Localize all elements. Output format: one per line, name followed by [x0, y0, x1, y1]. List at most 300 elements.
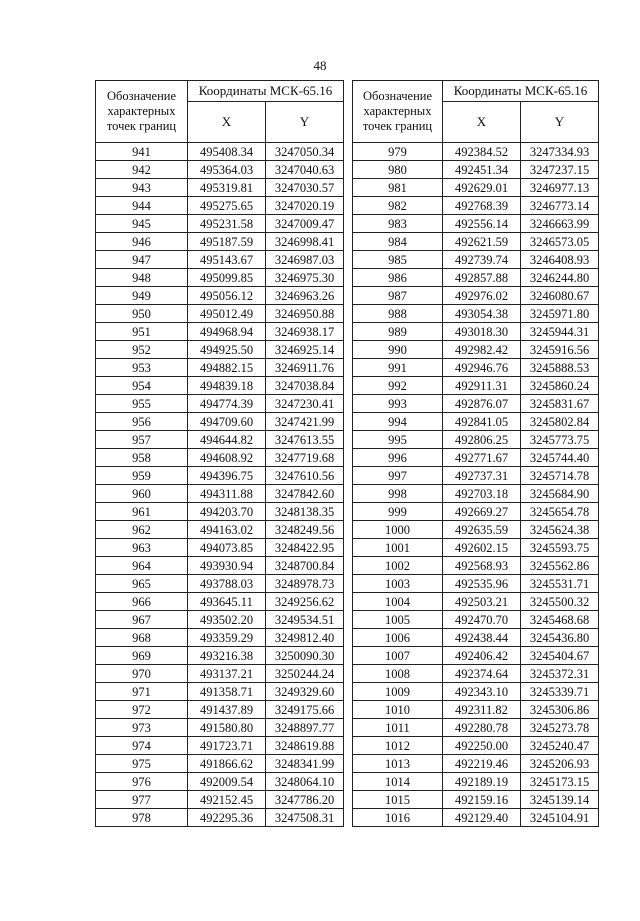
y-coordinate-cell: 3245500.32 — [521, 593, 599, 611]
x-coordinate-cell: 492568.93 — [443, 557, 521, 575]
x-coordinate-cell: 494396.75 — [188, 467, 266, 485]
table-row — [96, 701, 344, 719]
table-row — [96, 215, 344, 233]
y-coordinate-cell: 3245624.38 — [521, 521, 599, 539]
header-point-label-line: точек границ — [106, 119, 177, 133]
x-coordinate-cell: 494968.94 — [188, 323, 266, 341]
table-row — [353, 215, 599, 233]
point-number-cell: 992 — [353, 377, 443, 395]
x-coordinate-cell: 492503.21 — [443, 593, 521, 611]
point-number-cell: 955 — [96, 395, 188, 413]
point-number-cell: 959 — [96, 467, 188, 485]
y-coordinate-cell: 3245654.78 — [521, 503, 599, 521]
header-point-label-line: точек границ — [362, 119, 433, 133]
x-coordinate-cell: 492703.18 — [443, 485, 521, 503]
x-coordinate-cell: 495231.58 — [188, 215, 266, 233]
x-coordinate-cell: 492946.76 — [443, 359, 521, 377]
table-row — [353, 413, 599, 431]
y-coordinate-cell: 3245173.15 — [521, 773, 599, 791]
header-y: Y — [266, 102, 344, 143]
point-number-cell: 945 — [96, 215, 188, 233]
y-coordinate-cell: 3249256.62 — [266, 593, 344, 611]
header-x: X — [188, 102, 266, 143]
x-coordinate-cell: 492009.54 — [188, 773, 266, 791]
table-row — [353, 485, 599, 503]
point-number-cell: 1002 — [353, 557, 443, 575]
table-row — [96, 485, 344, 503]
table-row — [353, 773, 599, 791]
x-coordinate-cell: 495187.59 — [188, 233, 266, 251]
x-coordinate-cell: 491580.80 — [188, 719, 266, 737]
x-coordinate-cell: 491358.71 — [188, 683, 266, 701]
table-row — [96, 647, 344, 665]
table-row — [96, 557, 344, 575]
point-number-cell: 954 — [96, 377, 188, 395]
x-coordinate-cell: 493930.94 — [188, 557, 266, 575]
y-coordinate-cell: 3245206.93 — [521, 755, 599, 773]
table-row — [353, 791, 599, 809]
table-row — [96, 305, 344, 323]
y-coordinate-cell: 3247230.41 — [266, 395, 344, 413]
point-number-cell: 963 — [96, 539, 188, 557]
y-coordinate-cell: 3246080.67 — [521, 287, 599, 305]
x-coordinate-cell: 493502.20 — [188, 611, 266, 629]
point-number-cell: 969 — [96, 647, 188, 665]
table-row — [96, 719, 344, 737]
point-number-cell: 997 — [353, 467, 443, 485]
y-coordinate-cell: 3246987.03 — [266, 251, 344, 269]
x-coordinate-cell: 492219.46 — [443, 755, 521, 773]
y-coordinate-cell: 3246773.14 — [521, 197, 599, 215]
table-row — [96, 755, 344, 773]
table-row — [96, 161, 344, 179]
x-coordinate-cell: 495275.65 — [188, 197, 266, 215]
table-row — [96, 431, 344, 449]
point-number-cell: 971 — [96, 683, 188, 701]
table-row — [353, 557, 599, 575]
table-row — [353, 287, 599, 305]
y-coordinate-cell: 3246977.13 — [521, 179, 599, 197]
header-point-label-line: Обозначение — [362, 89, 433, 103]
y-coordinate-cell: 3247050.34 — [266, 143, 344, 161]
table-row — [353, 755, 599, 773]
y-coordinate-cell: 3247719.68 — [266, 449, 344, 467]
point-number-cell: 958 — [96, 449, 188, 467]
point-number-cell: 1008 — [353, 665, 443, 683]
point-number-cell: 957 — [96, 431, 188, 449]
point-number-cell: 970 — [96, 665, 188, 683]
x-coordinate-cell: 495143.67 — [188, 251, 266, 269]
point-number-cell: 1001 — [353, 539, 443, 557]
table-row — [353, 809, 599, 827]
y-coordinate-cell: 3245436.80 — [521, 629, 599, 647]
x-coordinate-cell: 494644.82 — [188, 431, 266, 449]
y-coordinate-cell: 3249329.60 — [266, 683, 344, 701]
x-coordinate-cell: 492771.67 — [443, 449, 521, 467]
y-coordinate-cell: 3247020.19 — [266, 197, 344, 215]
y-coordinate-cell: 3247786.20 — [266, 791, 344, 809]
x-coordinate-cell: 494608.92 — [188, 449, 266, 467]
x-coordinate-cell: 492876.07 — [443, 395, 521, 413]
point-number-cell: 978 — [96, 809, 188, 827]
point-number-cell: 949 — [96, 287, 188, 305]
table-row — [353, 179, 599, 197]
coordinates-table-left — [95, 80, 344, 827]
x-coordinate-cell: 495012.49 — [188, 305, 266, 323]
table-row — [96, 359, 344, 377]
x-coordinate-cell: 493018.30 — [443, 323, 521, 341]
y-coordinate-cell: 3250244.24 — [266, 665, 344, 683]
y-coordinate-cell: 3245888.53 — [521, 359, 599, 377]
x-coordinate-cell: 492635.59 — [443, 521, 521, 539]
y-coordinate-cell: 3245916.56 — [521, 341, 599, 359]
y-coordinate-cell: 3248978.73 — [266, 575, 344, 593]
x-coordinate-cell: 492739.74 — [443, 251, 521, 269]
table-row — [96, 737, 344, 755]
header-x: X — [443, 102, 521, 143]
y-coordinate-cell: 3247613.55 — [266, 431, 344, 449]
x-coordinate-cell: 492768.39 — [443, 197, 521, 215]
point-number-cell: 1003 — [353, 575, 443, 593]
x-coordinate-cell: 494839.18 — [188, 377, 266, 395]
table-row — [96, 521, 344, 539]
table-row — [353, 611, 599, 629]
table-row — [353, 143, 599, 161]
table-row — [96, 629, 344, 647]
x-coordinate-cell: 491866.62 — [188, 755, 266, 773]
point-number-cell: 952 — [96, 341, 188, 359]
y-coordinate-cell: 3245139.14 — [521, 791, 599, 809]
x-coordinate-cell: 493645.11 — [188, 593, 266, 611]
y-coordinate-cell: 3245339.71 — [521, 683, 599, 701]
x-coordinate-cell: 492189.19 — [443, 773, 521, 791]
y-coordinate-cell: 3246998.41 — [266, 233, 344, 251]
table-row — [96, 197, 344, 215]
y-coordinate-cell: 3245273.78 — [521, 719, 599, 737]
x-coordinate-cell: 491723.71 — [188, 737, 266, 755]
point-number-cell: 996 — [353, 449, 443, 467]
y-coordinate-cell: 3246663.99 — [521, 215, 599, 233]
point-number-cell: 962 — [96, 521, 188, 539]
y-coordinate-cell: 3246573.05 — [521, 233, 599, 251]
point-number-cell: 1006 — [353, 629, 443, 647]
table-row — [353, 359, 599, 377]
y-coordinate-cell: 3245802.84 — [521, 413, 599, 431]
y-coordinate-cell: 3245684.90 — [521, 485, 599, 503]
table-row — [96, 179, 344, 197]
point-number-cell: 967 — [96, 611, 188, 629]
point-number-cell: 942 — [96, 161, 188, 179]
point-number-cell: 986 — [353, 269, 443, 287]
table-row — [353, 323, 599, 341]
table-row — [353, 161, 599, 179]
y-coordinate-cell: 3248064.10 — [266, 773, 344, 791]
point-number-cell: 972 — [96, 701, 188, 719]
table-row — [96, 773, 344, 791]
y-coordinate-cell: 3246925.14 — [266, 341, 344, 359]
y-coordinate-cell: 3246963.26 — [266, 287, 344, 305]
y-coordinate-cell: 3247038.84 — [266, 377, 344, 395]
table-row — [96, 287, 344, 305]
header-point-label — [353, 81, 443, 143]
y-coordinate-cell: 3248249.56 — [266, 521, 344, 539]
table-row — [353, 431, 599, 449]
point-number-cell: 975 — [96, 755, 188, 773]
x-coordinate-cell: 492982.42 — [443, 341, 521, 359]
x-coordinate-cell: 492841.05 — [443, 413, 521, 431]
point-number-cell: 1004 — [353, 593, 443, 611]
header-coord-group: Координаты МСК-65.16 — [443, 81, 599, 102]
x-coordinate-cell: 493216.38 — [188, 647, 266, 665]
x-coordinate-cell: 494163.02 — [188, 521, 266, 539]
point-number-cell: 1016 — [353, 809, 443, 827]
table-row — [96, 395, 344, 413]
y-coordinate-cell: 3245971.80 — [521, 305, 599, 323]
point-number-cell: 944 — [96, 197, 188, 215]
point-number-cell: 991 — [353, 359, 443, 377]
table-row — [96, 413, 344, 431]
y-coordinate-cell: 3245306.86 — [521, 701, 599, 719]
table-row — [96, 269, 344, 287]
x-coordinate-cell: 492451.34 — [443, 161, 521, 179]
point-number-cell: 976 — [96, 773, 188, 791]
table-row — [353, 197, 599, 215]
point-number-cell: 979 — [353, 143, 443, 161]
table-row — [96, 341, 344, 359]
x-coordinate-cell: 495319.81 — [188, 179, 266, 197]
point-number-cell: 943 — [96, 179, 188, 197]
header-coord-group: Координаты МСК-65.16 — [188, 81, 344, 102]
y-coordinate-cell: 3249534.51 — [266, 611, 344, 629]
header-point-label-line: характерных — [363, 104, 432, 118]
table-row — [353, 647, 599, 665]
point-number-cell: 983 — [353, 215, 443, 233]
point-number-cell: 999 — [353, 503, 443, 521]
table-row — [96, 575, 344, 593]
y-coordinate-cell: 3247334.93 — [521, 143, 599, 161]
x-coordinate-cell: 493054.38 — [443, 305, 521, 323]
x-coordinate-cell: 492343.10 — [443, 683, 521, 701]
table-row — [353, 665, 599, 683]
x-coordinate-cell: 492406.42 — [443, 647, 521, 665]
y-coordinate-cell: 3245104.91 — [521, 809, 599, 827]
x-coordinate-cell: 492374.64 — [443, 665, 521, 683]
point-number-cell: 966 — [96, 593, 188, 611]
x-coordinate-cell: 492129.40 — [443, 809, 521, 827]
y-coordinate-cell: 3247009.47 — [266, 215, 344, 233]
header-point-label-line: Обозначение — [106, 89, 177, 103]
table-row — [353, 521, 599, 539]
x-coordinate-cell: 492806.25 — [443, 431, 521, 449]
table-row — [96, 539, 344, 557]
x-coordinate-cell: 493788.03 — [188, 575, 266, 593]
x-coordinate-cell: 492602.15 — [443, 539, 521, 557]
y-coordinate-cell: 3245773.75 — [521, 431, 599, 449]
y-coordinate-cell: 3246938.17 — [266, 323, 344, 341]
table-row — [353, 251, 599, 269]
point-number-cell: 980 — [353, 161, 443, 179]
table-row — [96, 809, 344, 827]
point-number-cell: 960 — [96, 485, 188, 503]
point-number-cell: 995 — [353, 431, 443, 449]
table-row — [353, 395, 599, 413]
table-row — [353, 539, 599, 557]
point-number-cell: 953 — [96, 359, 188, 377]
table-row — [96, 377, 344, 395]
table-row — [353, 575, 599, 593]
point-number-cell: 982 — [353, 197, 443, 215]
point-number-cell: 1000 — [353, 521, 443, 539]
header-point-label — [96, 81, 188, 143]
table-body-right — [353, 143, 599, 827]
point-number-cell: 1009 — [353, 683, 443, 701]
x-coordinate-cell: 492737.31 — [443, 467, 521, 485]
y-coordinate-cell: 3250090.30 — [266, 647, 344, 665]
x-coordinate-cell: 492556.14 — [443, 215, 521, 233]
coordinates-table-right — [352, 80, 599, 827]
page-number: 48 — [313, 58, 327, 73]
point-number-cell: 950 — [96, 305, 188, 323]
x-coordinate-cell: 492629.01 — [443, 179, 521, 197]
table-row — [353, 593, 599, 611]
point-number-cell: 984 — [353, 233, 443, 251]
point-number-cell: 977 — [96, 791, 188, 809]
y-coordinate-cell: 3245744.40 — [521, 449, 599, 467]
point-number-cell: 998 — [353, 485, 443, 503]
table-row — [96, 503, 344, 521]
y-coordinate-cell: 3245593.75 — [521, 539, 599, 557]
y-coordinate-cell: 3247610.56 — [266, 467, 344, 485]
point-number-cell: 987 — [353, 287, 443, 305]
y-coordinate-cell: 3245562.86 — [521, 557, 599, 575]
point-number-cell: 964 — [96, 557, 188, 575]
x-coordinate-cell: 493137.21 — [188, 665, 266, 683]
x-coordinate-cell: 492280.78 — [443, 719, 521, 737]
point-number-cell: 947 — [96, 251, 188, 269]
point-number-cell: 1005 — [353, 611, 443, 629]
y-coordinate-cell: 3245531.71 — [521, 575, 599, 593]
table-row — [353, 467, 599, 485]
point-number-cell: 961 — [96, 503, 188, 521]
x-coordinate-cell: 494882.15 — [188, 359, 266, 377]
point-number-cell: 974 — [96, 737, 188, 755]
y-coordinate-cell: 3248897.77 — [266, 719, 344, 737]
x-coordinate-cell: 494311.88 — [188, 485, 266, 503]
table-row — [96, 467, 344, 485]
table-row — [353, 341, 599, 359]
y-coordinate-cell: 3246975.30 — [266, 269, 344, 287]
y-coordinate-cell: 3246408.93 — [521, 251, 599, 269]
point-number-cell: 948 — [96, 269, 188, 287]
point-number-cell: 946 — [96, 233, 188, 251]
header-y: Y — [521, 102, 599, 143]
x-coordinate-cell: 492311.82 — [443, 701, 521, 719]
x-coordinate-cell: 494774.39 — [188, 395, 266, 413]
table-body-left — [96, 143, 344, 827]
point-number-cell: 990 — [353, 341, 443, 359]
table-row — [96, 791, 344, 809]
table-row — [353, 305, 599, 323]
y-coordinate-cell: 3247040.63 — [266, 161, 344, 179]
y-coordinate-cell: 3246950.88 — [266, 305, 344, 323]
x-coordinate-cell: 491437.89 — [188, 701, 266, 719]
point-number-cell: 988 — [353, 305, 443, 323]
table-row — [96, 143, 344, 161]
point-number-cell: 1015 — [353, 791, 443, 809]
x-coordinate-cell: 494203.70 — [188, 503, 266, 521]
point-number-cell: 1010 — [353, 701, 443, 719]
table-row — [96, 323, 344, 341]
table-row — [353, 683, 599, 701]
x-coordinate-cell: 492535.96 — [443, 575, 521, 593]
point-number-cell: 968 — [96, 629, 188, 647]
point-number-cell: 941 — [96, 143, 188, 161]
y-coordinate-cell: 3247421.99 — [266, 413, 344, 431]
x-coordinate-cell: 495056.12 — [188, 287, 266, 305]
table-row — [96, 593, 344, 611]
y-coordinate-cell: 3247508.31 — [266, 809, 344, 827]
x-coordinate-cell: 492857.88 — [443, 269, 521, 287]
x-coordinate-cell: 495408.34 — [188, 143, 266, 161]
x-coordinate-cell: 492152.45 — [188, 791, 266, 809]
y-coordinate-cell: 3248138.35 — [266, 503, 344, 521]
point-number-cell: 1014 — [353, 773, 443, 791]
x-coordinate-cell: 492470.70 — [443, 611, 521, 629]
y-coordinate-cell: 3248619.88 — [266, 737, 344, 755]
y-coordinate-cell: 3249175.66 — [266, 701, 344, 719]
y-coordinate-cell: 3245240.47 — [521, 737, 599, 755]
y-coordinate-cell: 3248341.99 — [266, 755, 344, 773]
y-coordinate-cell: 3248700.84 — [266, 557, 344, 575]
table-row — [96, 611, 344, 629]
x-coordinate-cell: 493359.29 — [188, 629, 266, 647]
point-number-cell: 994 — [353, 413, 443, 431]
point-number-cell: 1011 — [353, 719, 443, 737]
table-row — [353, 233, 599, 251]
x-coordinate-cell: 495364.03 — [188, 161, 266, 179]
table-row — [96, 449, 344, 467]
table-row — [353, 737, 599, 755]
x-coordinate-cell: 494925.50 — [188, 341, 266, 359]
x-coordinate-cell: 492976.02 — [443, 287, 521, 305]
point-number-cell: 973 — [96, 719, 188, 737]
point-number-cell: 985 — [353, 251, 443, 269]
y-coordinate-cell: 3245714.78 — [521, 467, 599, 485]
table-row — [353, 503, 599, 521]
table-row — [353, 449, 599, 467]
x-coordinate-cell: 494709.60 — [188, 413, 266, 431]
point-number-cell: 993 — [353, 395, 443, 413]
y-coordinate-cell: 3245831.67 — [521, 395, 599, 413]
point-number-cell: 1007 — [353, 647, 443, 665]
x-coordinate-cell: 492438.44 — [443, 629, 521, 647]
table-row — [96, 683, 344, 701]
x-coordinate-cell: 492159.16 — [443, 791, 521, 809]
y-coordinate-cell: 3249812.40 — [266, 629, 344, 647]
point-number-cell: 1013 — [353, 755, 443, 773]
y-coordinate-cell: 3247030.57 — [266, 179, 344, 197]
y-coordinate-cell: 3246244.80 — [521, 269, 599, 287]
table-row — [353, 629, 599, 647]
point-number-cell: 956 — [96, 413, 188, 431]
table-row — [353, 719, 599, 737]
table-row — [96, 665, 344, 683]
y-coordinate-cell: 3246911.76 — [266, 359, 344, 377]
table-row — [96, 233, 344, 251]
point-number-cell: 951 — [96, 323, 188, 341]
y-coordinate-cell: 3245944.31 — [521, 323, 599, 341]
y-coordinate-cell: 3248422.95 — [266, 539, 344, 557]
